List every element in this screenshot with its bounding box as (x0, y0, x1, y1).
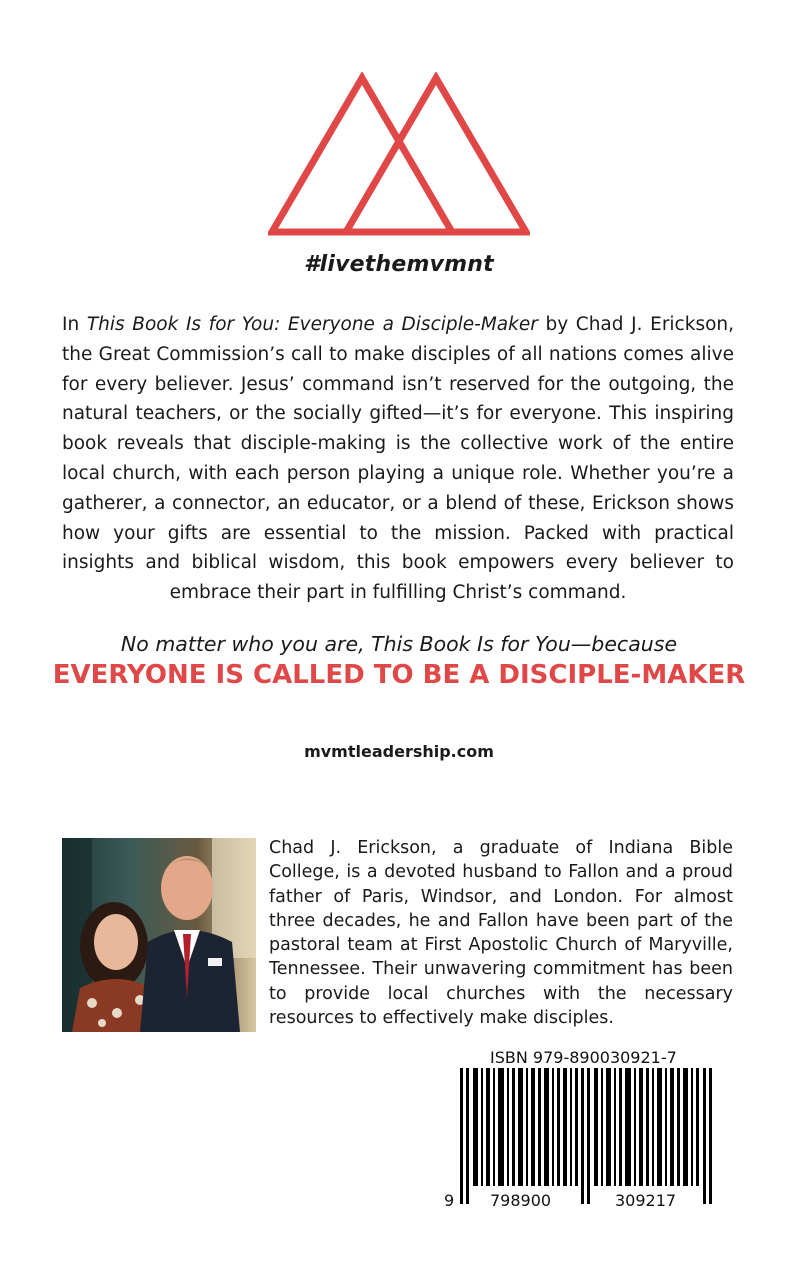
hashtag: #livethemvmnt (304, 252, 494, 277)
mvmt-logo-icon (268, 72, 530, 237)
barcode-bars (460, 1068, 712, 1204)
book-description (62, 310, 734, 608)
blurb-intro: In (62, 314, 87, 335)
headline: EVERYONE IS CALLED TO BE A DISCIPLE-MAKER (52, 660, 746, 690)
isbn-label: ISBN 979-890030921-7 (490, 1048, 677, 1067)
blurb-body: by Chad J. Erickson, the Great Commission’s call to make disciples of all nations comes alive for every believer. Jesus’ command isn’t reserved for the outgoing, the natural teachers, or the socially gifted—it’s for everyone. This inspiring book reveals that disciple-making is the collective work of the entire local church, with each person playing a unique role. Whether you’re a gatherer, a connector, an educator, or a blend of these, Erickson shows how your gifts are essential to the mission. Packed with practical insights and biblical wisdom, this book empowers every believer to embrace their part in fulfilling Christ’s command. (62, 314, 735, 604)
author-photo-image (62, 838, 256, 1032)
barcode-digits-right: 309217 (615, 1191, 677, 1210)
author-bio: Chad J. Erickson, a graduate of Indiana Bible College, is a devoted husband to Fallon and a proud father of Paris, Windsor, and London. For almost three decades, he and Fallon have been part of the pastoral team at First Apostolic Church of Maryville, Tennessee. Their unwavering commitment has been to provide local churches with the necessary resources to effectively make disciples. (269, 838, 733, 1029)
website-link[interactable]: mvmtleadership.com (304, 742, 494, 761)
barcode-digit-lead: 9 (444, 1191, 455, 1210)
author-photo (62, 838, 256, 1032)
book-title: This Book Is for You: Everyone a Disciple-Maker (86, 314, 538, 335)
tagline: No matter who you are, This Book Is for You—because (120, 632, 678, 656)
barcode (430, 1064, 730, 1214)
barcode-digits-left: 798900 (490, 1191, 552, 1210)
